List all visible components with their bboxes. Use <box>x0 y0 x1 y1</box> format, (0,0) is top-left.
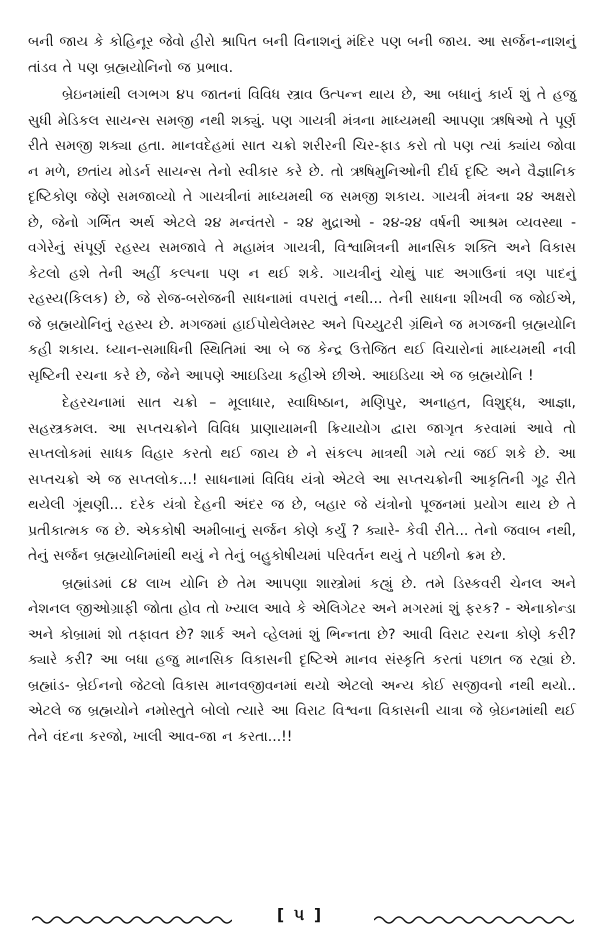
paragraph-seven-chakras: દેહરચનામાં સાત ચક્રો – મૂલાધાર, સ્વાધિષ્ઠાન, મણિપુર, અનાહત, વિશુદ્ધ, આજ્ઞા, સહસ્ત્રકમલ. આ સપ્તચક્રોને વિવિધ પ્રાણાયામની ક્રિયાયોગ દ્વારા જાગૃત કરવામાં આવે તો સપ્તલોકમાં સાધક વિહાર કરતો થઈ જાય છે ને સંકલ્પ માત્રથી ગમે ત્યાં જઈ શકે છે. આ સપ્તચક્રો એ જ સપ્તલોક...! સાધનામાં વિવિધ યંત્રો એટલે આ સપ્તચક્રોની આકૃતિની ગૂઢ રીતે થયેલી ગૂંથણી... દરેક યંત્રો દેહની અંદર જ છે, બહાર જે યંત્રોનો પૂજનમાં પ્રયોગ થાય છે તે પ્રતીકાત્મક જ છે. એકકોષી અમીબાનું સર્જન કોણે કર્યું ? ક્યારે- કેવી રીતે... તેનો જવાબ નથી, તેનું સર્જન બ્રહ્મયોનિમાંથી થયું ને તેનું બહુકોષીયમાં પરિવર્તન થયું તે પછીનો ક્રમ છે. <box>28 395 576 564</box>
page-number: [ ૫ ] <box>276 905 324 924</box>
paragraph-brain-secretions: બ્રેઇનમાંથી લગભગ ૪૫ જાતનાં વિવિધ સ્ત્રાવ ઉત્પન્ન થાય છે, આ બધાનું કાર્ય શું તે હજુ સુધી મેડિકલ સાયન્સ સમજી નથી શક્યું. પણ ગાયત્રી મંત્રના માધ્યમથી આપણા ઋષિઓ તે પૂર્ણ રીતે સમજી શક્યા હતા. માનવદેહમાં સાત ચક્રો શરીરની ચિર-ફાડ કરો તો પણ ત્યાં ક્યાંય જોવા ન મળે, છતાંય મોડર્ન સાયન્સ તેનો સ્વીકાર કરે છે. તો ઋષિમુનિઓની દીર્ઘ દૃષ્ટિ અને વૈજ્ઞાનિક દૃષ્ટિકોણ જેણે સમજાવ્યો તે ગાયત્રીનાં માધ્યમથી જ સમજી શકાય. ગાયત્રી મંત્રના ૨૪ અક્ષરો છે, જેનો ગર્ભિત અર્થ એટલે ૨૪ મન્વંતરો - ૨૪ મુદ્રાઓ - ૨૪-૨૪ વર્ષની આશ્રમ વ્યવસ્થા - વગેરેનું સંપૂર્ણ રહસ્ય સમજાવે તે મહામંત્ર ગાયત્રી, વિશ્વામિત્રની માનસિક શક્તિ અને વિકાસ કેટલો હશે તેની અહીં કલ્પના પણ ન થઈ શકે. ગાયત્રીનું ચોથું પાદ અગાઉનાં ત્રણ પાદનું રહસ્ય(કિલક) છે, જે રોજ-બરોજની સાધનામાં વપરાતું નથી... તેની સાધના શીખવી જ જોઈએ, જે બ્રહ્મયોનિનું રહસ્ય છે. મગજમાં હાઈપોથેલેમસ્ટ અને પિચ્યુટરી ગ્રંથિને જ મગજની બ્રહ્મયોનિ કહી શકાય. ધ્યાન-સમાધિની સ્થિતિમાં આ બે જ કેન્દ્ર ઉત્તેજિત થઈ વિચારોનાં માધ્યમથી નવી સૃષ્ટિની રચના કરે છે, જેને આપણે આઇડિયા કહીએ છીએ. આઇડિયા એ જ બ્રહ્મયોનિ ! <box>28 87 576 384</box>
right-wave-ornament-icon <box>374 913 574 927</box>
page-footer <box>0 905 600 935</box>
paragraph-84-lakh-yoni: બ્રહ્માંડમાં ૮૪ લાખ યોનિ છે તેમ આપણા શાસ્ત્રોમાં કહ્યું છે. તમે ડિસ્કવરી ચેનલ અને નેશનલ જીઓગ્રાફી જોતા હોવ તો ખ્યાલ આવે કે એલિગેટર અને મગરમાં શું ફરક? - એનાકોન્ડા અને કોબ્રામાં શો તફાવત છે? શાર્ક અને વ્હેલમાં શું ભિન્નતા છે? આવી વિરાટ રચના કોણે કરી? ક્યારે કરી? આ બધા હજુ માનસિક વિકાસની દૃષ્ટિએ માનવ સંસ્કૃતિ કરતાં પછાત જ રહ્યાં છે. બ્રહ્માંડ- બ્રેઈનનો જેટલો વિકાસ માનવજીવનમાં થયો એટલો અન્ય કોઈ સજીવનો નથી થયો.. એટલે જ બ્રહ્મયોને નમોસ્તુતે બોલો ત્યારે આ વિરાટ વિશ્વના વિકાસની યાત્રા જે બ્રેઇનમાંથી થઈ તેને વંદના કરજો, ખાલી આવ-જા ન કરતા...!! <box>28 575 576 745</box>
paragraph-continuation: બની જાય કે કોહિનૂર જેવો હીરો શ્રાપિત બની વિનાશનું મંદિર પણ બની જાય. આ સર્જન-નાશનું તાંડવ તે પણ બ્રહ્મયોનિનો જ પ્રભાવ. <box>28 34 576 76</box>
left-wave-ornament-icon <box>32 913 232 927</box>
